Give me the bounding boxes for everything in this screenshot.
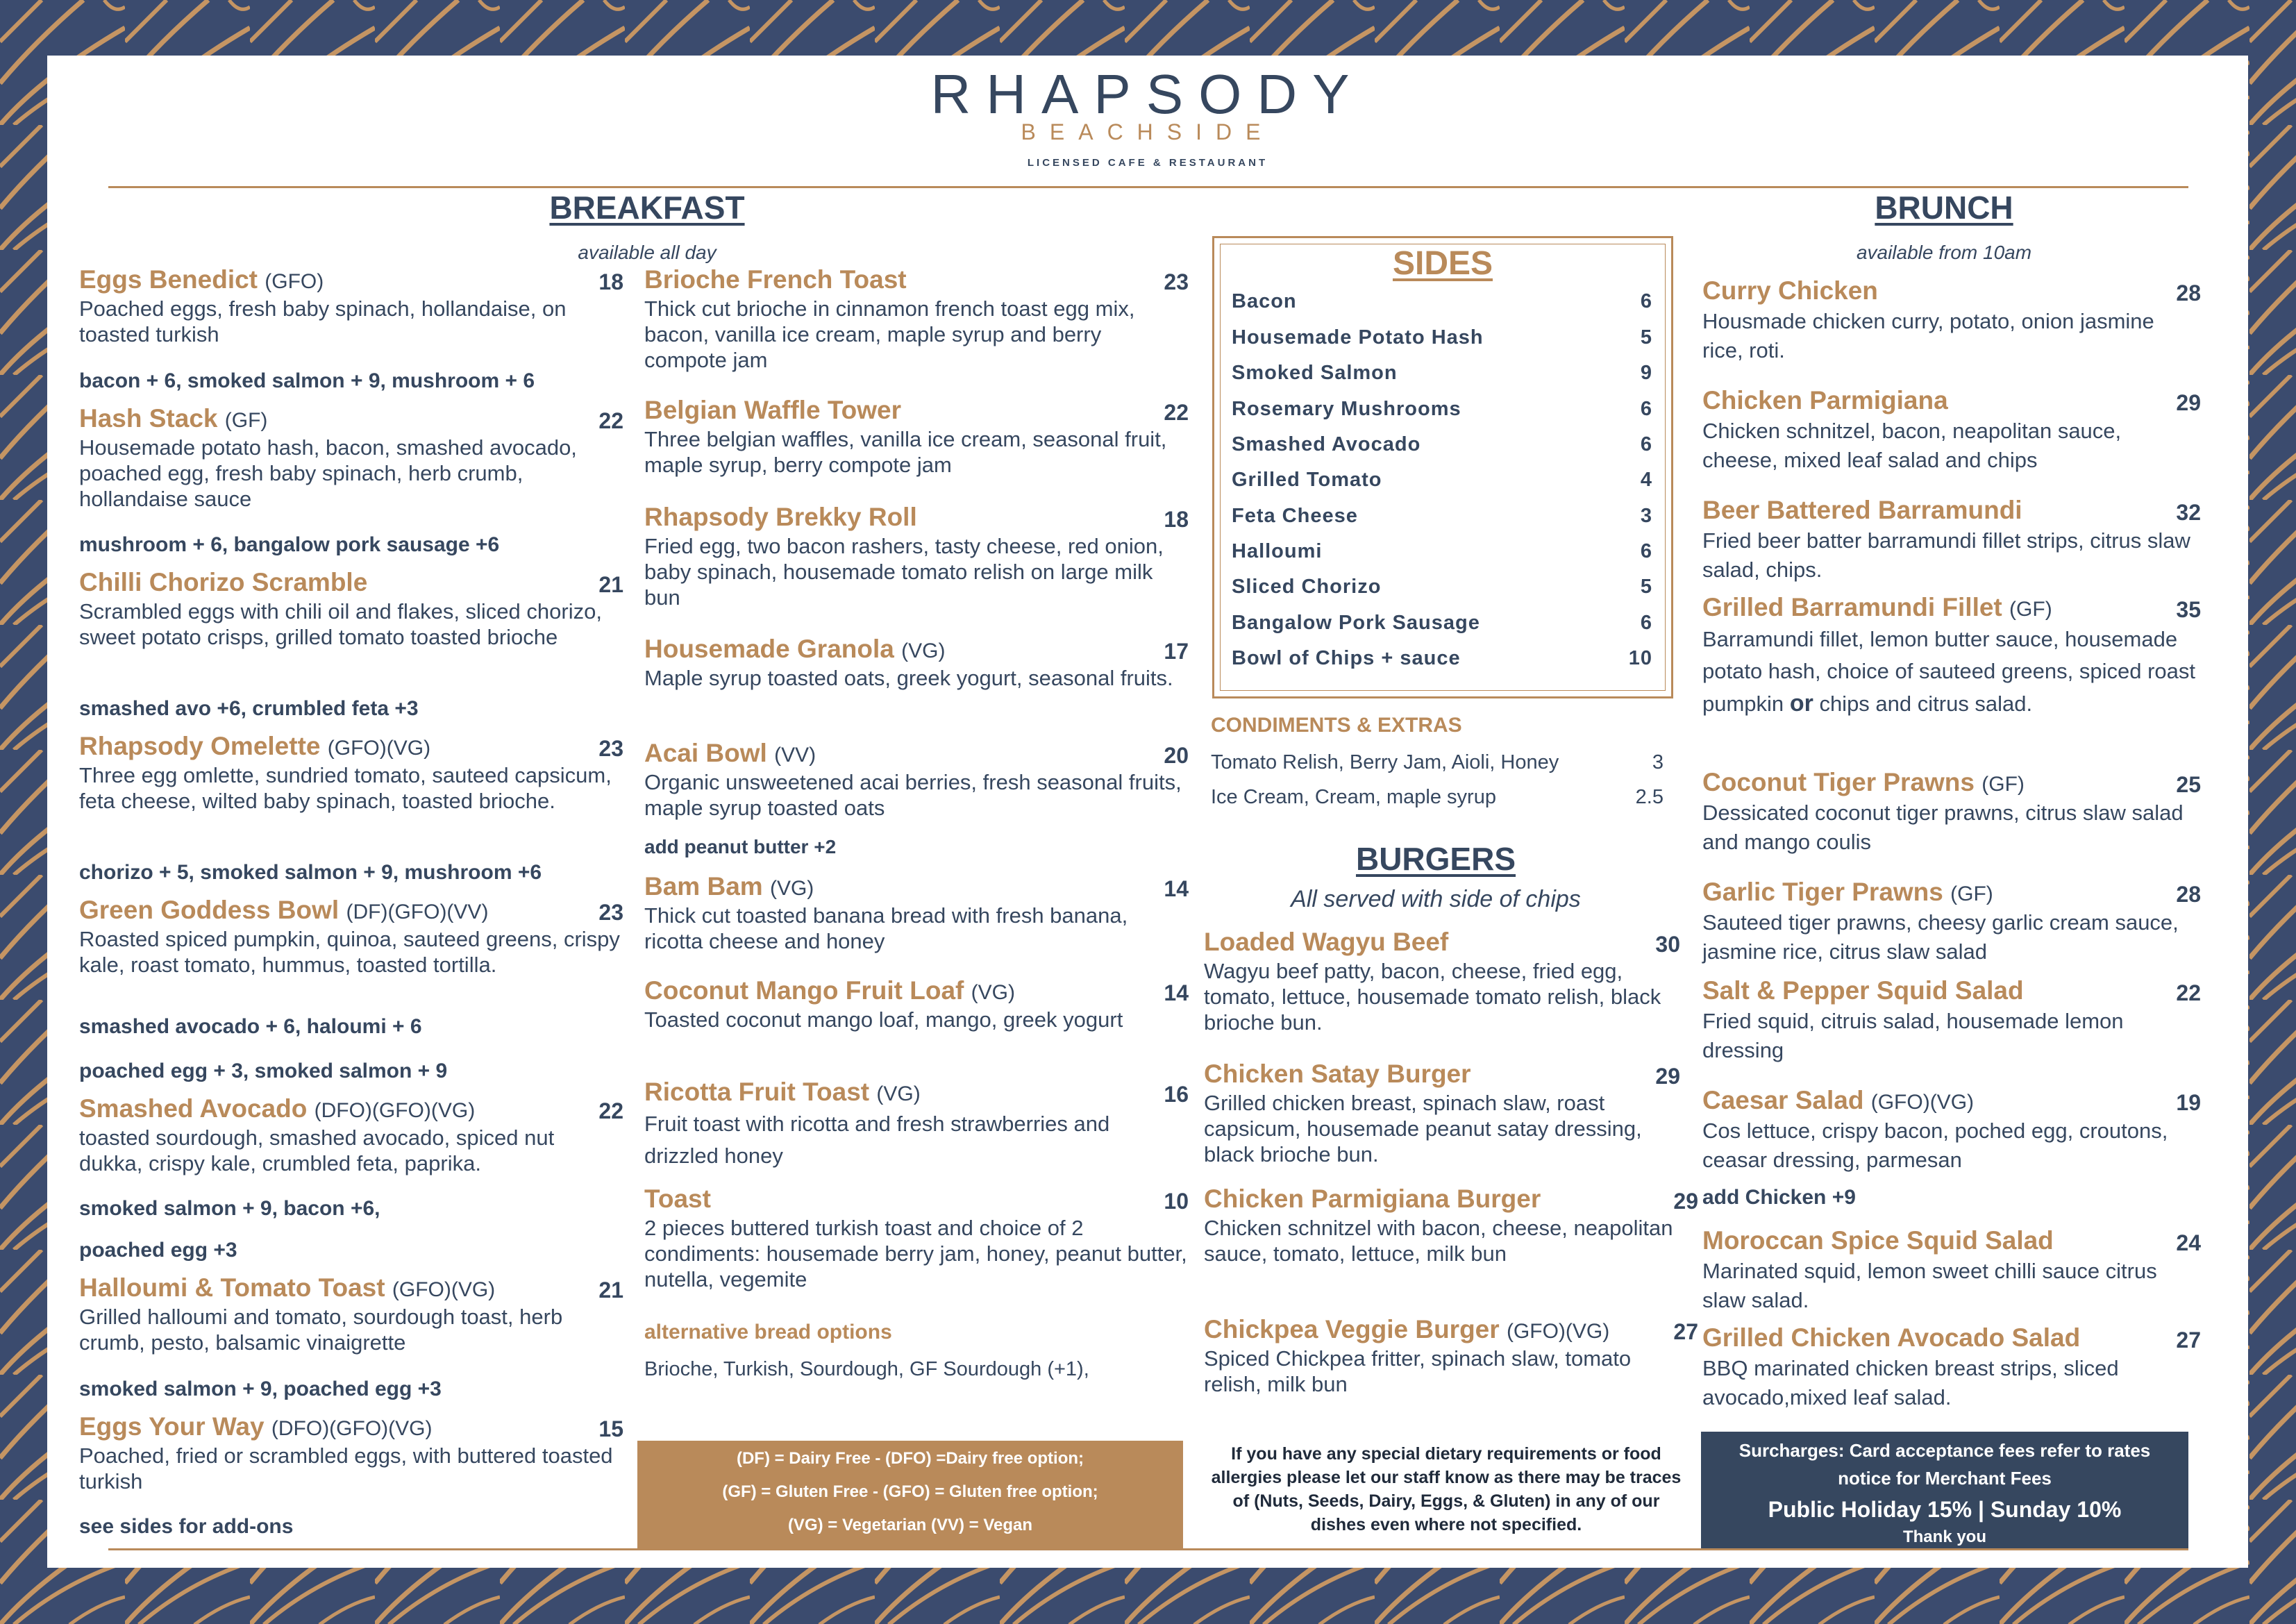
dietary-legend [637, 1441, 1183, 1548]
item-price: 35 [2176, 597, 2201, 622]
item-name: Loaded Wagyu Beef [1204, 928, 1449, 956]
menu-item [79, 404, 623, 512]
item-desc-or: or [1789, 690, 1813, 717]
item-name: Brioche French Toast [644, 265, 907, 294]
addon-line: chorizo + 5, smoked salmon + 9, mushroom +6 [79, 861, 542, 884]
item-tags: (VG) [901, 639, 946, 662]
item-price: 29 [2176, 390, 2201, 415]
item-price: 22 [1164, 400, 1189, 425]
item-desc: Housemade potato hash, bacon, smashed avocado, poached egg, fresh baby spinach, herb crumb, hollandaise sauce [79, 435, 577, 511]
item-desc: Fried beer batter barramundi fillet strips, citrus slaw salad, chips. [1702, 528, 2190, 582]
item-name: Caesar Salad [1702, 1086, 1864, 1114]
item-desc: Scrambled eggs with chili oil and flakes, sliced chorizo, sweet potato crisps, grilled tomato toasted brioche [79, 599, 602, 649]
side-price: 5 [1640, 576, 1652, 598]
side-item [1232, 469, 1652, 492]
menu-item [1702, 768, 2201, 857]
side-item [1232, 505, 1652, 528]
side-price: 10 [1628, 647, 1652, 669]
addon-line: smashed avocado + 6, haloumi + 6 [79, 1015, 422, 1038]
surcharge-line: Surcharges: Card acceptance fees refer to rates [1738, 1440, 2151, 1461]
item-name: Beer Battered Barramundi [1702, 496, 2022, 524]
side-name: Sliced Chorizo [1232, 576, 1382, 598]
item-name: Coconut Tiger Prawns [1702, 768, 1975, 796]
item-name: Moroccan Spice Squid Salad [1702, 1226, 2054, 1255]
item-price: 15 [598, 1416, 623, 1441]
menu-item [1204, 1315, 1698, 1397]
menu-item [644, 503, 1189, 610]
menu-item [644, 976, 1189, 1032]
item-tags: (DFO)(GFO)(VG) [271, 1417, 433, 1440]
side-name: Bowl of Chips + sauce [1232, 647, 1461, 669]
menu-page [47, 56, 2248, 1568]
item-desc: Spiced Chickpea fritter, spinach slaw, tomato relish, milk bun [1204, 1346, 1632, 1396]
item-price: 21 [598, 1278, 623, 1303]
condiment-item [1211, 786, 1664, 809]
item-name: Belgian Waffle Tower [644, 396, 902, 424]
side-item [1232, 362, 1652, 385]
item-name: Coconut Mango Fruit Loaf [644, 976, 964, 1005]
item-price: 27 [1673, 1319, 1698, 1344]
item-name: Grilled Chicken Avocado Salad [1702, 1323, 2081, 1352]
condiments-title: CONDIMENTS & EXTRAS [1211, 714, 1462, 737]
side-name: Housemade Potato Hash [1232, 326, 1484, 349]
item-name: Chicken Parmigiana Burger [1204, 1184, 1541, 1213]
item-name: Garlic Tiger Prawns [1702, 878, 1943, 906]
side-name: Grilled Tomato [1232, 469, 1382, 491]
item-desc: toasted sourdough, smashed avocado, spiced nut dukka, crispy kale, crumbled feta, paprika. [79, 1125, 555, 1175]
menu-item [1702, 386, 2201, 475]
item-name: Eggs Your Way [79, 1412, 265, 1441]
item-desc: BBQ marinated chicken breast strips, sliced avocado,mixed leaf salad. [1702, 1356, 2119, 1409]
condiment-name: Tomato Relish, Berry Jam, Aioli, Honey [1211, 751, 1559, 773]
side-price: 6 [1640, 540, 1652, 562]
addon-line: add Chicken +9 [1702, 1186, 1856, 1209]
side-item [1232, 540, 1652, 563]
item-tags: (GF) [1981, 773, 2025, 796]
item-name: Smashed Avocado [79, 1094, 308, 1123]
side-item [1232, 612, 1652, 635]
menu-item [79, 1094, 623, 1176]
menu-item [644, 739, 1189, 821]
top-divider [108, 186, 2188, 188]
item-price: 22 [598, 1098, 623, 1123]
item-name: Eggs Benedict [79, 265, 258, 294]
item-desc: Chicken schnitzel with bacon, cheese, neapolitan sauce, tomato, lettuce, milk bun [1204, 1216, 1673, 1266]
side-name: Feta Cheese [1232, 505, 1358, 527]
menu-item [644, 1184, 1189, 1292]
item-tags: (GFO)(VG) [1506, 1320, 1610, 1343]
brunch-subtitle: available from 10am [1856, 242, 2032, 263]
item-price: 23 [598, 900, 623, 925]
item-tags: (GFO)(VG) [327, 737, 431, 760]
item-tags: (DF)(GFO)(VV) [346, 901, 489, 923]
item-price: 14 [1164, 876, 1189, 901]
menu-item [79, 896, 623, 978]
item-name: Hash Stack [79, 404, 218, 433]
item-desc: Three belgian waffles, vanilla ice cream, seasonal fruit, maple syrup, berry compote jam [644, 427, 1167, 477]
item-name: Rhapsody Brekky Roll [644, 503, 917, 531]
side-name: Bangalow Pork Sausage [1232, 612, 1480, 634]
surcharge-rates: Public Holiday 15% | Sunday 10% [1768, 1497, 2122, 1522]
item-price: 18 [1164, 507, 1189, 532]
item-desc: Poached, fried or scrambled eggs, with buttered toasted turkish [79, 1443, 613, 1493]
item-name: Housemade Granola [644, 635, 894, 663]
menu-item [1702, 878, 2201, 966]
item-name: Rhapsody Omelette [79, 732, 321, 760]
item-desc: Thick cut toasted banana bread with fresh banana, ricotta cheese and honey [644, 903, 1128, 953]
side-price: 3 [1640, 505, 1652, 527]
alt-bread-title: alternative bread options [644, 1321, 892, 1343]
menu-item [1702, 276, 2201, 365]
item-desc: Grilled halloumi and tomato, sourdough toast, herb crumb, pesto, balsamic vinaigrette [79, 1305, 563, 1355]
side-item [1232, 647, 1652, 670]
menu-item [79, 1412, 623, 1494]
menu-item [79, 732, 623, 814]
item-name: Toast [644, 1184, 711, 1213]
bottom-divider [108, 1548, 2188, 1550]
item-price: 28 [2176, 882, 2201, 907]
item-desc: Thick cut brioche in cinnamon french toast egg mix, bacon, vanilla ice cream, maple syrup and berry compote jam [644, 296, 1135, 372]
item-desc: Poached eggs, fresh baby spinach, hollandaise, on toasted turkish [79, 296, 567, 346]
side-price: 6 [1640, 612, 1652, 634]
item-desc: Organic unsweetened acai berries, fresh seasonal fruits, maple syrup toasted oats [644, 770, 1182, 820]
item-tags: (VG) [876, 1082, 921, 1105]
side-name: Rosemary Mushrooms [1232, 398, 1461, 420]
item-tags: (GFO)(VG) [392, 1278, 496, 1301]
condiment-price: 3 [1652, 751, 1664, 773]
item-desc: Wagyu beef patty, bacon, cheese, fried egg, tomato, lettuce, housemade tomato relish, black brioche bun. [1204, 959, 1661, 1035]
side-price: 6 [1640, 398, 1652, 420]
item-price: 10 [1164, 1189, 1189, 1214]
item-price: 16 [1164, 1082, 1189, 1107]
side-item [1232, 326, 1652, 349]
item-tags: (VG) [769, 877, 814, 900]
side-name: Bacon [1232, 290, 1297, 312]
item-price: 17 [1164, 639, 1189, 664]
brunch-title: BRUNCH [1875, 190, 2013, 226]
item-desc: Marinated squid, lemon sweet chilli sauce citrus slaw salad. [1702, 1259, 2157, 1312]
item-name: Grilled Barramundi Fillet [1702, 593, 2002, 621]
side-price: 6 [1640, 433, 1652, 455]
menu-item [79, 568, 623, 650]
side-item [1232, 290, 1652, 313]
breakfast-title: BREAKFAST [549, 190, 745, 226]
item-desc: Chicken schnitzel, bacon, neapolitan sauce, cheese, mixed leaf salad and chips [1702, 419, 2122, 472]
item-price: 14 [1164, 980, 1189, 1005]
burgers-subtitle: All served with side of chips [1291, 886, 1581, 912]
menu-item [1204, 1184, 1698, 1266]
side-price: 6 [1640, 290, 1652, 312]
addon-line: bacon + 6, smoked salmon + 9, mushroom + 6 [79, 369, 535, 392]
item-name: Acai Bowl [644, 739, 767, 767]
menu-item [1702, 976, 2201, 1065]
item-tags: (GF) [1950, 882, 1993, 905]
side-item [1232, 433, 1652, 456]
item-price: 32 [2176, 500, 2201, 525]
item-name: Halloumi & Tomato Toast [79, 1273, 385, 1302]
side-item [1232, 576, 1652, 598]
addon-line: smoked salmon + 9, poached egg +3 [79, 1378, 442, 1400]
item-name: Chilli Chorizo Scramble [79, 568, 368, 596]
item-name: Ricotta Fruit Toast [644, 1078, 870, 1106]
legend-line: (GF) = Gluten Free - (GFO) = Gluten free option; [722, 1482, 1098, 1501]
item-price: 29 [1673, 1189, 1698, 1214]
side-name: Smashed Avocado [1232, 433, 1421, 455]
surcharge-thanks: Thank you [1902, 1527, 1986, 1546]
menu-item [1702, 1226, 2201, 1315]
menu-item [644, 396, 1189, 478]
menu-item [79, 265, 623, 347]
addon-line: mushroom + 6, bangalow pork sausage +6 [79, 533, 500, 556]
item-desc: Toasted coconut mango loaf, mango, greek yogurt [644, 1007, 1123, 1032]
item-price: 27 [2176, 1328, 2201, 1353]
menu-item [644, 635, 1189, 691]
addon-line: poached egg + 3, smoked salmon + 9 [79, 1060, 448, 1082]
item-desc: 2 pieces buttered turkish toast and choice of 2 condiments: housemade berry jam, honey, peanut butter, nutella, vegemite [644, 1216, 1187, 1291]
item-desc: Roasted spiced pumpkin, quinoa, sauteed greens, crispy kale, roast tomato, hummus, toasted tortilla. [79, 927, 620, 977]
item-name: Bam Bam [644, 872, 763, 901]
logo-sub: BEACHSIDE [1021, 119, 1275, 144]
menu-item [644, 1078, 1189, 1172]
item-desc: Fried squid, citruis salad, housemade lemon dressing [1702, 1009, 2124, 1062]
item-desc: Three egg omlette, sundried tomato, sauteed capsicum, feta cheese, wilted baby spinach, toasted brioche. [79, 763, 612, 813]
burgers-title: BURGERS [1355, 841, 1516, 877]
side-price: 4 [1640, 469, 1652, 491]
logo-name: RHAPSODY [930, 63, 1365, 125]
item-name: Curry Chicken [1702, 276, 1878, 305]
menu-item [1702, 1323, 2201, 1412]
item-price: 22 [598, 408, 623, 433]
item-price: 24 [2176, 1230, 2201, 1255]
menu-item [1702, 1086, 2201, 1175]
alt-bread-desc: Brioche, Turkish, Sourdough, GF Sourdough (+1), [644, 1358, 1089, 1380]
item-price: 28 [2176, 281, 2201, 305]
item-price: 25 [2176, 772, 2201, 797]
item-price: 29 [1655, 1064, 1680, 1089]
logo-tagline: LICENSED CAFE & RESTAURANT [1027, 157, 1268, 169]
item-name: Chicken Parmigiana [1702, 386, 1948, 415]
item-name: Chicken Satay Burger [1204, 1060, 1471, 1088]
item-desc [1702, 623, 2201, 720]
surcharge-line: notice for Merchant Fees [1838, 1468, 2052, 1489]
legend-line: (DF) = Dairy Free - (DFO) =Dairy free option; [736, 1449, 1084, 1468]
sides-title: SIDES [1392, 245, 1493, 282]
condiment-item [1211, 751, 1664, 774]
item-desc: Grilled chicken breast, spinach slaw, roast capsicum, housemade peanut satay dressing, black brioche bun. [1204, 1091, 1642, 1166]
item-desc: Dessicated coconut tiger prawns, citrus slaw salad and mango coulis [1702, 801, 2184, 854]
menu-item [644, 265, 1189, 373]
item-tags: (GF) [2009, 598, 2052, 621]
item-desc: Fried egg, two bacon rashers, tasty cheese, red onion, baby spinach, housemade tomato relish on large milk bun [644, 534, 1164, 610]
item-price: 23 [598, 736, 623, 761]
item-price: 22 [2176, 980, 2201, 1005]
surcharges-box [1701, 1432, 2188, 1548]
side-item [1232, 398, 1652, 421]
condiment-price: 2.5 [1635, 786, 1664, 808]
menu-item [1204, 928, 1680, 1035]
item-tags: (DFO)(GFO)(VG) [314, 1099, 476, 1122]
addon-line: smoked salmon + 9, bacon +6, [79, 1197, 380, 1220]
item-price: 30 [1655, 932, 1680, 957]
item-desc-part: chips and citrus salad. [1819, 692, 2033, 716]
legend-line: (VG) = Vegetarian (VV) = Vegan [787, 1516, 1033, 1534]
item-desc: Fruit toast with ricotta and fresh strawberries and drizzled honey [644, 1112, 1110, 1168]
side-price: 5 [1640, 326, 1652, 349]
item-price: 19 [2176, 1090, 2201, 1115]
item-name: Green Goddess Bowl [79, 896, 340, 924]
item-price: 21 [598, 572, 623, 597]
allergy-note: If you have any special dietary requirements or food allergies please let our staff know as there may be traces of (Nuts, Seeds, Dairy, Eggs, & Gluten) in any of our dishes even where not specified. [1211, 1444, 1682, 1534]
menu-item [644, 872, 1189, 954]
addon-line: see sides for add-ons [79, 1515, 294, 1538]
condiment-name: Ice Cream, Cream, maple syrup [1211, 786, 1496, 808]
item-name: Salt & Pepper Squid Salad [1702, 976, 2024, 1005]
item-tags: (GFO) [265, 270, 324, 293]
item-tags: (VG) [971, 981, 1015, 1004]
item-tags: (VV) [774, 744, 816, 767]
menu-item [79, 1273, 623, 1355]
menu-item [1204, 1060, 1680, 1167]
side-price: 9 [1640, 362, 1652, 384]
menu-item [1702, 496, 2201, 585]
item-price: 20 [1164, 743, 1189, 768]
side-name: Smoked Salmon [1232, 362, 1398, 384]
addon-line: poached egg +3 [79, 1239, 237, 1262]
breakfast-subtitle: available all day [578, 242, 717, 263]
menu-item [1702, 593, 2201, 720]
item-desc: Cos lettuce, crispy bacon, poched egg, croutons, ceasar dressing, parmesan [1702, 1119, 2168, 1172]
addon-line: add peanut butter +2 [644, 836, 837, 857]
item-desc: Housmade chicken curry, potato, onion jasmine rice, roti. [1702, 309, 2154, 362]
item-name: Chickpea Veggie Burger [1204, 1315, 1500, 1343]
addon-line: smashed avo +6, crumbled feta +3 [79, 697, 419, 720]
side-name: Halloumi [1232, 540, 1323, 562]
item-desc-part: Barramundi fillet, lemon butter sauce, housemade potato hash, choice of sauteed greens, spiced roast pumpkin [1702, 627, 2196, 716]
item-desc: Maple syrup toasted oats, greek yogurt, seasonal fruits. [644, 666, 1173, 690]
item-tags: (GFO)(VG) [1870, 1091, 1975, 1114]
item-tags: (GF) [224, 409, 268, 432]
item-price: 18 [598, 269, 623, 294]
item-price: 23 [1164, 269, 1189, 294]
item-desc: Sauteed tiger prawns, cheesy garlic cream sauce, jasmine rice, citrus slaw salad [1702, 910, 2179, 964]
